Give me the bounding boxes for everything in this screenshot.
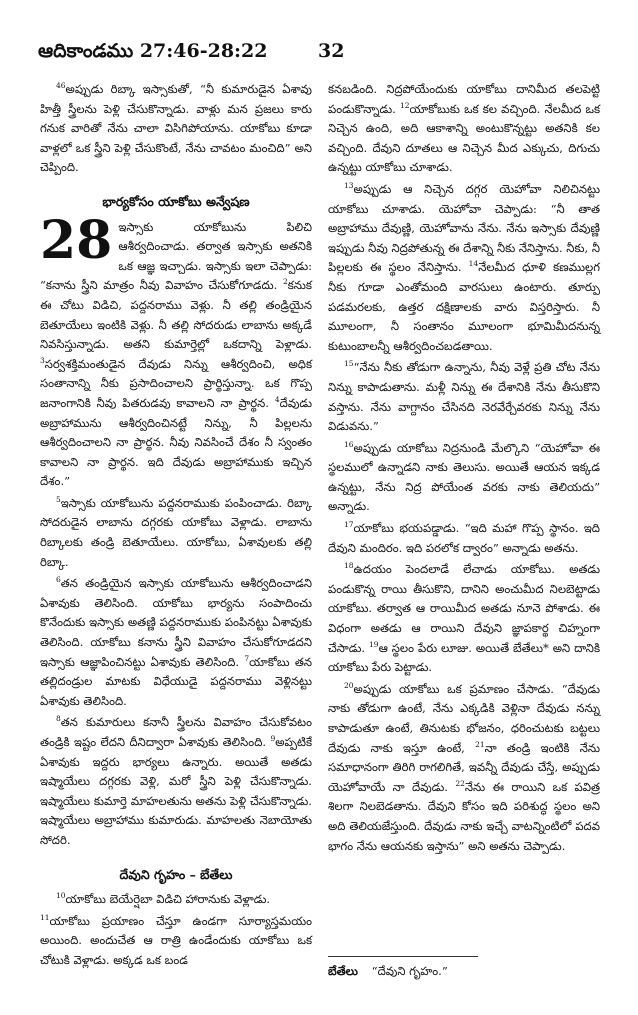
verse-number: 10 xyxy=(56,891,66,901)
verse-number: 17 xyxy=(344,520,354,530)
verse-paragraph xyxy=(328,439,600,517)
verse-text: అప్పుడు యాకోబు నిద్రనుండి మేల్కొని “యెహోవా ఈ స్థలములో ఉన్నాడని నాకు తెలుసు. అయితే ఆయన ఇక్కడ ఉన్నట్టు, నేను నిద్ర పోయేంత వరకు నాకు తెలియదు” అన్నాడు. xyxy=(328,440,600,514)
verse-number: 6 xyxy=(56,575,61,585)
verse-paragraph xyxy=(40,80,312,178)
chapter-opening-paragraph xyxy=(40,209,313,492)
verse-paragraph xyxy=(40,494,312,572)
verse-number: 2 xyxy=(282,277,288,287)
verse-text: ఉదయం పెందలాడే లేచాడు యాకోబు. అతడు పండుకొన్న రాయి తీసుకొని, దానిని అంచుమీద నిలబెట్టాడు యాకోబు. తర్వాత ఆ రాయిమీద అతడు నూనె పోశాడు. ఈ విధంగా అతడు ఆ రాయిని దేవుని జ్ఞాపకార్థ చిహ్నంగా చేసాడు. xyxy=(328,562,600,655)
verse-number: 15 xyxy=(344,359,354,369)
page-number: 32 xyxy=(318,40,345,62)
verse-number: 7 xyxy=(244,653,250,663)
verse-number: 18 xyxy=(344,561,354,571)
verse-text: అప్పుడు రిబ్కా ఇస్సాకుతో, “నీ కుమారుడైన ఏశావు హిత్తీ స్త్రీలను పెళ్లి చేసుకొన్నాడు. వాళ్లు మన ప్రజలు కారు గనుక వారితో నేను చాలా విసిగిపోయాను. యాకోబు కూడా వాళ్లలో ఒక స్త్రీని పెళ్లి చేసుకొంటే, నేను చావటం మంచిది” అని చెప్పింది. xyxy=(40,82,312,175)
footnote-meaning: “దేవుని గృహం.” xyxy=(371,964,448,978)
verse-text: యాకోబు భయపడ్డాడు. “ఇది మహా గొప్ప స్థానం. ఇది దేవుని మందిరం. ఇది పరలోక ద్వారం” అన్నాడు అతను. xyxy=(328,521,600,555)
verse-number: 20 xyxy=(344,680,354,690)
verse-number: 5 xyxy=(56,495,61,505)
left-column xyxy=(40,80,312,973)
verse-text: యాకోబు బెయేర్షెబా విడిచి హారానుకు వెళ్లాడు. xyxy=(65,892,271,907)
verse-text: కనబడింది. నిద్రపోయేందుకు యాకోబు దానిమీద తలపెట్టి పండుకొన్నాడు. xyxy=(328,82,600,116)
verse-paragraph xyxy=(40,574,312,711)
verse-number: 13 xyxy=(344,181,354,191)
verse-paragraph xyxy=(328,680,600,856)
verse-paragraph xyxy=(40,912,312,971)
verse-text: ఆ స్థలం పేరు లూజు. అయితే బేతేలు* అని దానికి యాకోబు పేరు పెట్టాడు. xyxy=(328,640,601,675)
page-header xyxy=(38,40,618,70)
verse-number: 16 xyxy=(344,439,354,449)
verse-number: 8 xyxy=(56,714,61,724)
verse-text: యాకోబు ప్రయాణం చేస్తూ ఉండగా సూర్యాస్తమయం అయింది. అందుచేత ఆ రాత్రి ఉండేందుకు యాకోబు ఒక చోటుకి వెళ్లాడు. అక్కడ ఒక బండ xyxy=(40,913,312,967)
verse-paragraph xyxy=(328,180,600,356)
verse-text: కనుక ఈ చోటు విడిచి, పద్దనరాము వెళ్లు. నీ తల్లి తండ్రియైన బెతూయేలు ఇంటికి వెళ్లు. నీ తల్లి సోదరుడు లాబాను అక్కడే నివసిస్తున్నాడు. అతని కుమార్తెల్లో ఒకదాన్ని పెళ్లాడు. xyxy=(40,278,312,352)
footnote xyxy=(328,962,600,980)
verse-text: తన తండ్రియైన ఇస్సాకు యాకోబును ఆశీర్వదించాడని ఏశావుకు తెలిసింది. యాకోబు భార్యను సంపాదించు కొనేందుకు ఇస్సాకు అతణ్ణి పద్దనరాముకు పంపినట్టు ఏశావుకు తెలిసింది. యాకోబు కనాను స్త్రీని వివాహం చేసుకోగూడదని ఇస్సాకు ఆజ్ఞాపించినట్టు ఏశావుకు తెలిసింది. xyxy=(40,576,312,669)
verse-text: “నేను నీకు తోడుగా ఉన్నాను, నీవు వెళ్లే ప్రతి చోట నేను నిన్ను కాపాడుతాను. మళ్లీ నిన్ను ఈ దేశానికి నేను తీసుకొని వస్తాను. నేను వాగ్దానం చేసినది నెరవేర్చేవరకు నిన్ను నేను విడువను.” xyxy=(328,360,600,434)
verse-number: 19 xyxy=(369,639,379,649)
verse-paragraph xyxy=(328,358,600,436)
footnote-divider xyxy=(328,956,478,957)
verse-number: 11 xyxy=(40,912,50,922)
verse-number: 46 xyxy=(56,81,66,91)
verse-text: ఇస్సాకు యాకోబును పద్దనరాముకు పంపించాడు. రిబ్కా సోదరుడైన లాబాను దగ్గరకు యాకోబు వెళ్లాడు. లాబాను రిబ్కాలకు తండ్రి బెతూయేలు. యాకోబు, ఏశావులకు తల్లి రిబ్కా. xyxy=(40,495,312,569)
section-heading: భార్యకోసం యాకోబు అన్వేషణ xyxy=(102,193,250,209)
verse-paragraph xyxy=(328,519,600,558)
verse-text: అప్పుడు యాకోబు ఒక ప్రమాణం చేసాడు. “దేవుడు నాకు తోడుగా ఉంటే, నేను ఎక్కడికి వెళ్లినా దేవుడు నన్ను కాపాడుతూ ఉంటే, తినుటకు భోజనం, ధరించుటకు బట్టలు దేవుడు నాకు ఇస్తూ ఉంటే, xyxy=(328,681,600,755)
verse-paragraph xyxy=(40,713,312,850)
verse-number: 12 xyxy=(399,100,410,110)
verse-text: యాకోబుకు ఒక కల వచ్చింది. నేలమీద ఒక నిచ్చెన ఉంది, అది ఆకాశాన్ని అంటుకొన్నట్టు అతనికి కల వచ్చింది. దేవుని దూతలు ఆ నిచ్చెన మీద ఎక్కుచు, దిగుచు ఉన్నట్టు యాకోబు చూశాడు. xyxy=(328,101,600,175)
verse-paragraph xyxy=(328,560,600,678)
chapter-number: 28 xyxy=(40,209,113,271)
verse-text: నేను ఈ రాయిని ఒక పవిత్ర శిలగా నిలబెడతాను. దేవుని కోసం ఇది పరిశుద్ధ స్థలం అని అది తెలియజేస్తుంది. దేవుడు నాకు ఇచ్చే వాటన్నింటిలో పదవ భాగం నేను ఆయనకు ఇస్తాను” అని అతను చెప్పాడు. xyxy=(328,779,600,853)
verse-text: నా తండ్రి ఇంటికి నేను సమాధానంగా తిరిగి రాగలిగితే, ఇవన్నీ దేవుడు చేస్తే, అప్పుడు యెహోవాయే నా దేవుడు. xyxy=(328,740,600,794)
verse-number: 21 xyxy=(475,739,485,749)
verse-number: 14 xyxy=(468,259,479,269)
verse-text: అప్పుడు ఆ నిచ్చెన దగ్గర యెహోవా నిలిచినట్టు యాకోబు చూశాడు. యెహోవా చెప్పాడు: “నీ తాత అబ్రాహాము దేవుణ్ణి, యెహోవాను నేను. నేను ఇస్సాకు దేవుణ్ణి ఇప్పుడు నీవు నిద్రపోతున్న ఈ దేశాన్ని నీకు నేనిస్తాను. నీకు, నీ పిల్లలకు ఈ స్థలం నేనిస్తాను. xyxy=(328,181,600,275)
verse-number: 4 xyxy=(274,395,280,405)
right-column xyxy=(328,80,600,858)
verse-text: సర్వశక్తిమంతుడైన దేవుడు నిన్ను ఆశీర్వదించి, అధిక సంతానాన్ని నీకు ప్రసాదించాలని ప్రార్థిస్తున్నా. ఒక గొప్ప జనాంగానికి నీవు పితరుడవు కావాలని నా ప్రార్థన. xyxy=(40,356,312,410)
verse-number: 22 xyxy=(455,778,465,788)
verse-paragraph xyxy=(40,890,312,910)
verse-paragraph xyxy=(328,80,600,178)
verse-number: 3 xyxy=(40,355,45,365)
footnote-term: బేతేలు xyxy=(328,964,358,978)
verse-text: నేలమీద ధూళి కణముల్లగ నీకు గూడా ఎంతోమంది వారసులు ఉంటారు. తూర్పు పడమరలకు, ఉత్తర దక్షిణాలకు వారు విస్తరిస్తారు. నీ మూలంగా, నీ సంతానం మూలంగా భూమిమీదనున్న కుటుంబాలన్నీ ఆశీర్వదించబడతాయి. xyxy=(328,260,600,353)
verse-text: ఇస్సాకు యాకోబును పిలిచి ఆశీర్వదించాడు. తర్వాత ఇస్సాకు అతనికి ఒక ఆజ్ఞ ఇచ్చాడు. ఇస్సాకు ఇలా చెప్పాడు: “కనాను స్త్రీని మాత్రం నీవు వివాహం చేసుకోగూడదు. xyxy=(40,219,312,293)
verse-text: దేవుడు అబ్రాహామును ఆశీర్వదించినట్టే నిన్ను, నీ పిల్లలను ఆశీర్వదించాలని నా ప్రార్థన. నీవు నివసించే దేశం నీ స్వంతం కావాలని నా ప్రార్థన. ఇది దేవుడు అబ్రాహాముకు ఇచ్చిన దేశం.” xyxy=(40,395,313,489)
verse-text: యాకోబు తన తల్లిదండ్రుల మాటకు విధేయుడై పద్దనరాము వెళ్లినట్టు ఏశావుకు తెలిసింది. xyxy=(40,654,312,708)
verse-text: అప్పటికే ఏశావుకు ఇద్దరు భార్యలు ఉన్నారు. అయితే అతడు ఇష్మాయేలు దగ్గరకు వెళ్లి, మరో స్త్రీని పెళ్లి చేసుకొన్నాడు. ఇష్మాయేలు కుమార్తె మాహలతును అతను పెళ్లి చేసుకొన్నాడు. ఇష్మాయేలు అబ్రాహాము కుమారుడు. మాహలతు నెబాయోతు సోదరి. xyxy=(40,735,312,847)
book-reference: ఆదికాండము 27:46-28:22 xyxy=(38,40,268,62)
section-heading: దేవుని గృహం – బేతేలు xyxy=(119,866,233,882)
verse-number: 9 xyxy=(270,734,276,744)
verse-text: తన కుమారులు కనానీ స్త్రీలను వివాహం చేసుకోవటం తండ్రికి ఇష్టం లేదని దీనిద్వారా ఏశావుకు తెలిసింది. xyxy=(40,715,312,749)
